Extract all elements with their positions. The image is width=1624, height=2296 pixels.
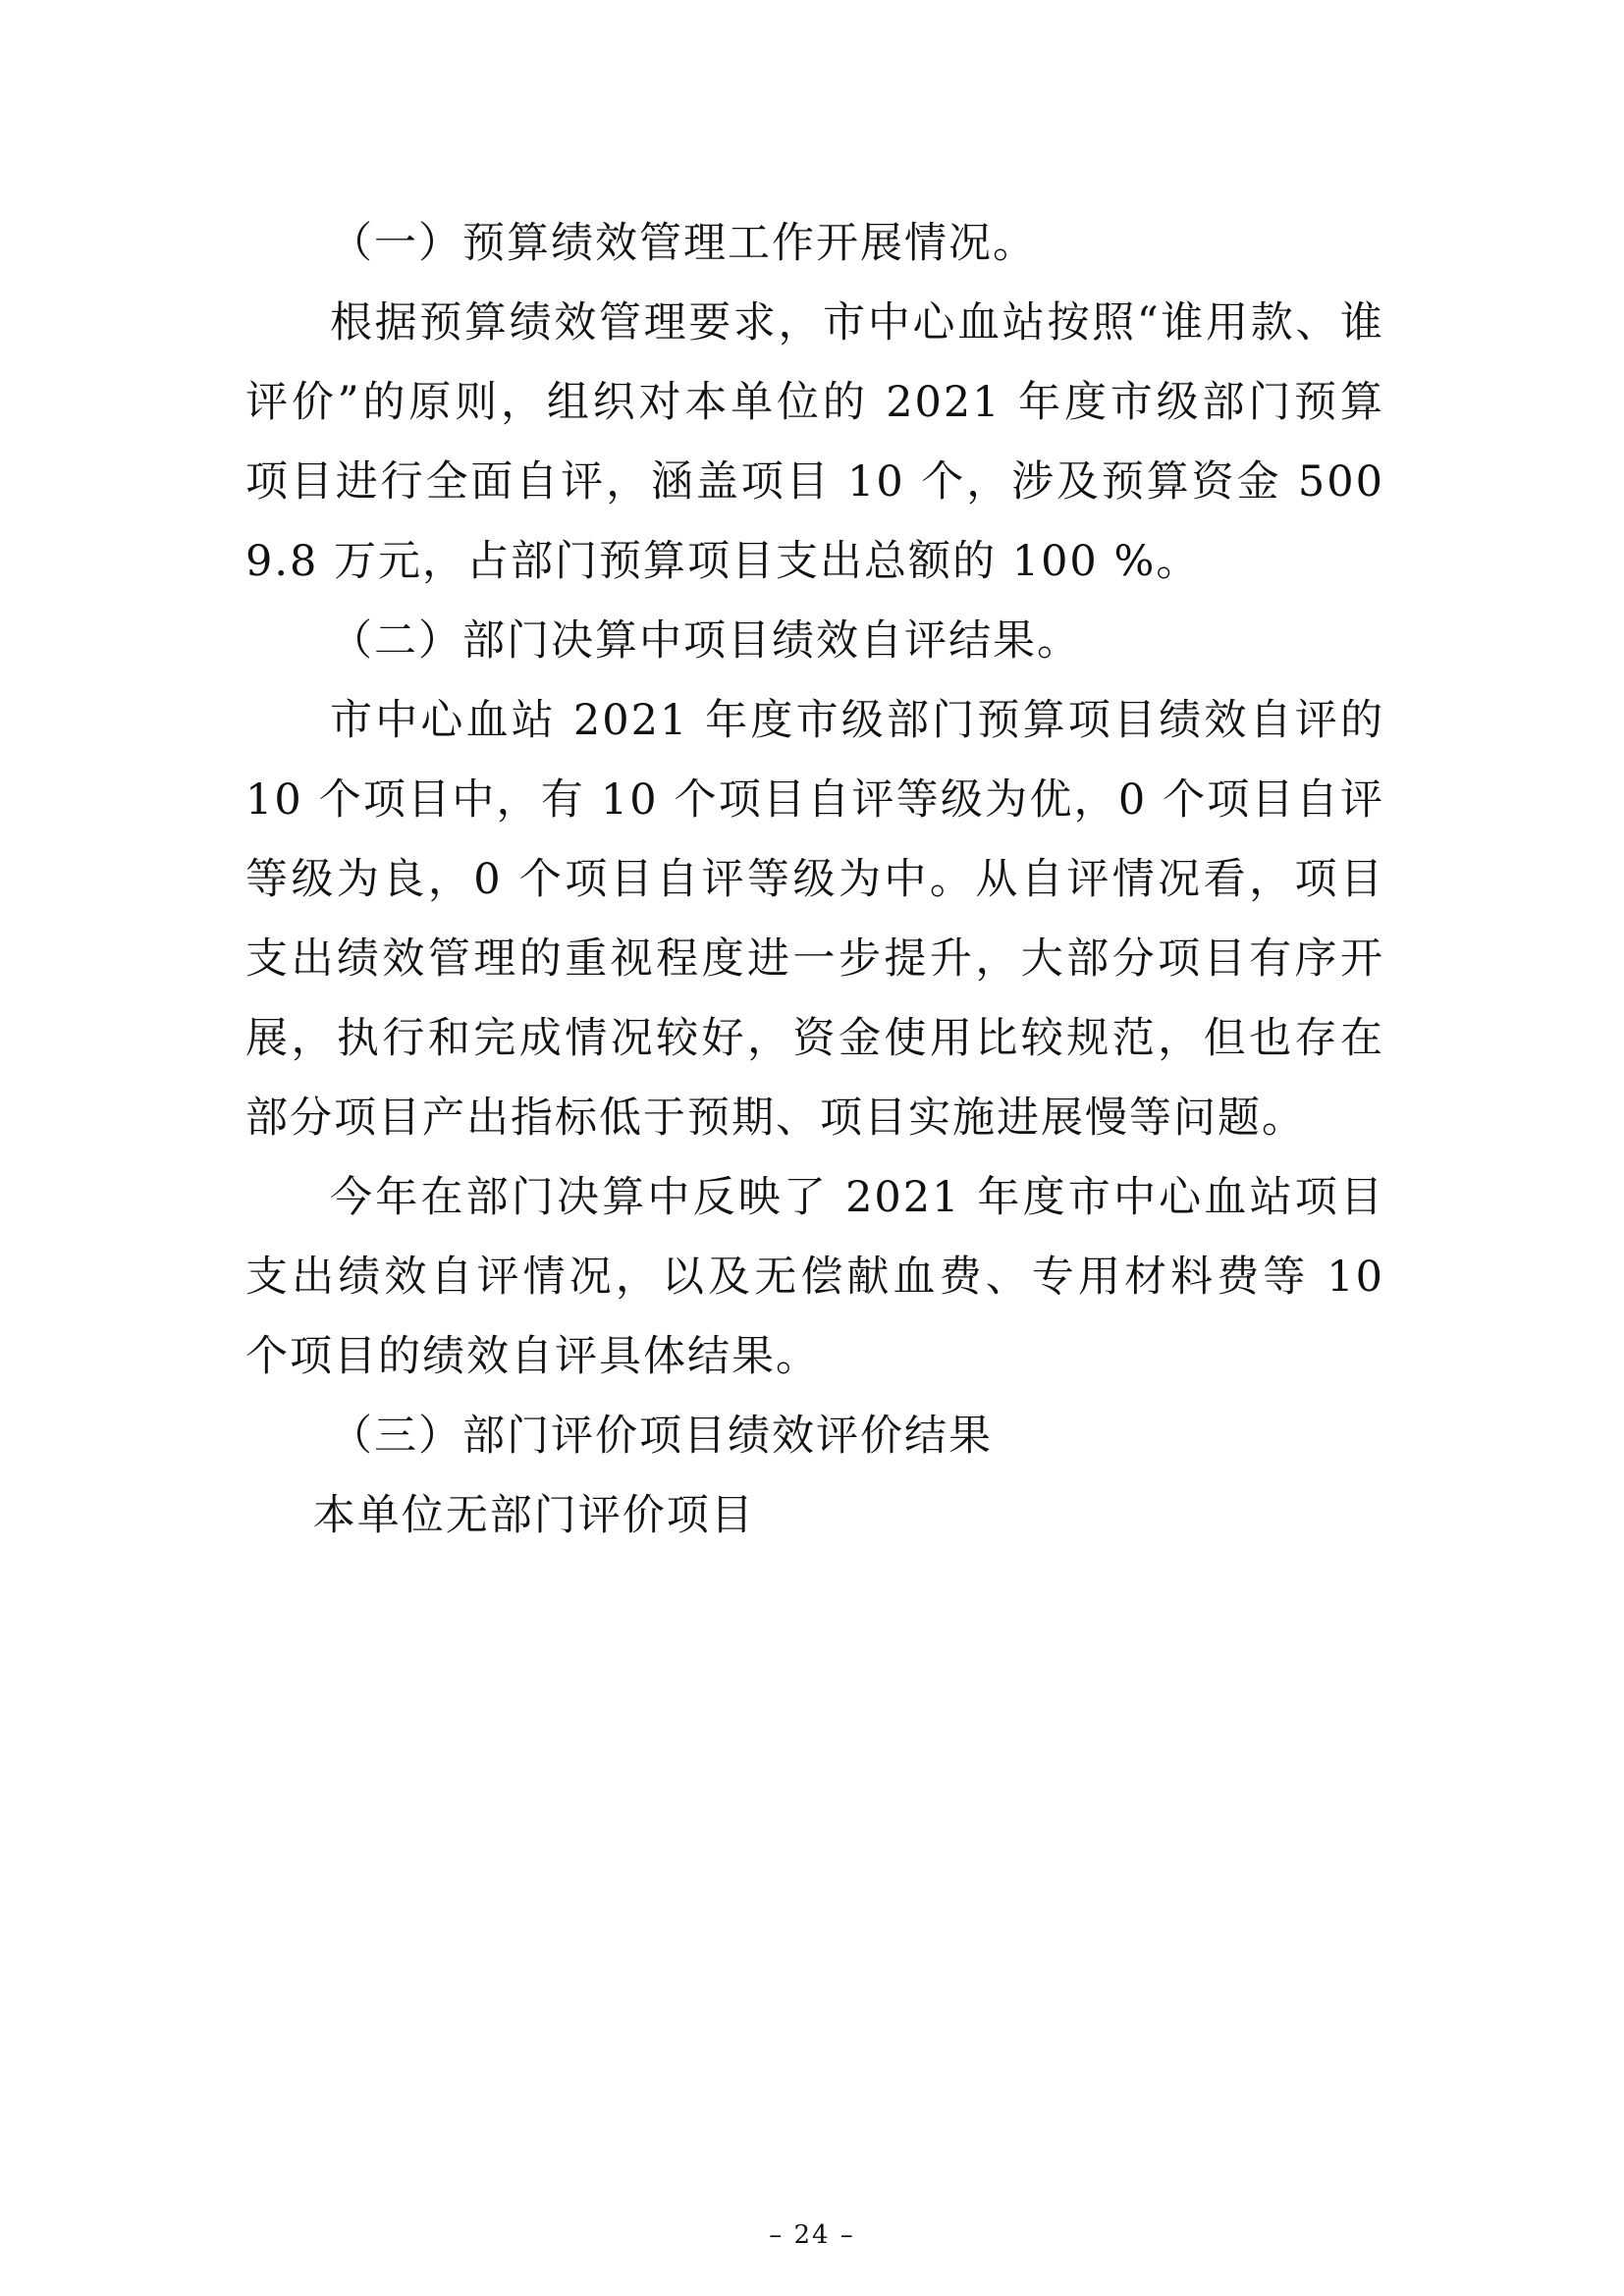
document-body — [245, 204, 1384, 1556]
section-heading-3: （三）部门评价项目绩效评价结果 — [330, 1412, 993, 1461]
paragraph-self-evaluation-results: 市中心血站 2021 年度市级部门预算项目绩效自评的 10 个项目中，有 10 个项目自评等级为优，0 个项目自评等级为良，0 个项目自评等级为中。从自评情况看，项目支出绩效管理的重视程度进一步提升，大部分项目有序开展，执行和完成情况较好，资金使用比较规范，但也存在部分项目产出指标低于预期、项目实施进展慢等问题。 — [245, 696, 1384, 1143]
paragraph-final-accounts: 今年在部门决算中反映了 2021 年度市中心血站项目支出绩效自评情况，以及无偿献血费、专用材料费等 10 个项目的绩效自评具体结果。 — [245, 1173, 1384, 1381]
paragraph-no-evaluation: 本单位无部门评价项目 — [312, 1491, 755, 1540]
page-number: – 24 – — [769, 2220, 855, 2250]
paragraph-budget-management: 根据预算绩效管理要求，市中心血站按照“谁用款、谁评价”的原则，组织对本单位的 2021 年度市级部门预算项目进行全面自评，涵盖项目 10 个，涉及预算资金 5009.8 万元，占部门预算项目支出总额的 100 %。 — [245, 298, 1384, 586]
section-heading-2: （二）部门决算中项目绩效自评结果。 — [330, 616, 1081, 666]
section-heading-1: （一）预算绩效管理工作开展情况。 — [330, 219, 1037, 268]
